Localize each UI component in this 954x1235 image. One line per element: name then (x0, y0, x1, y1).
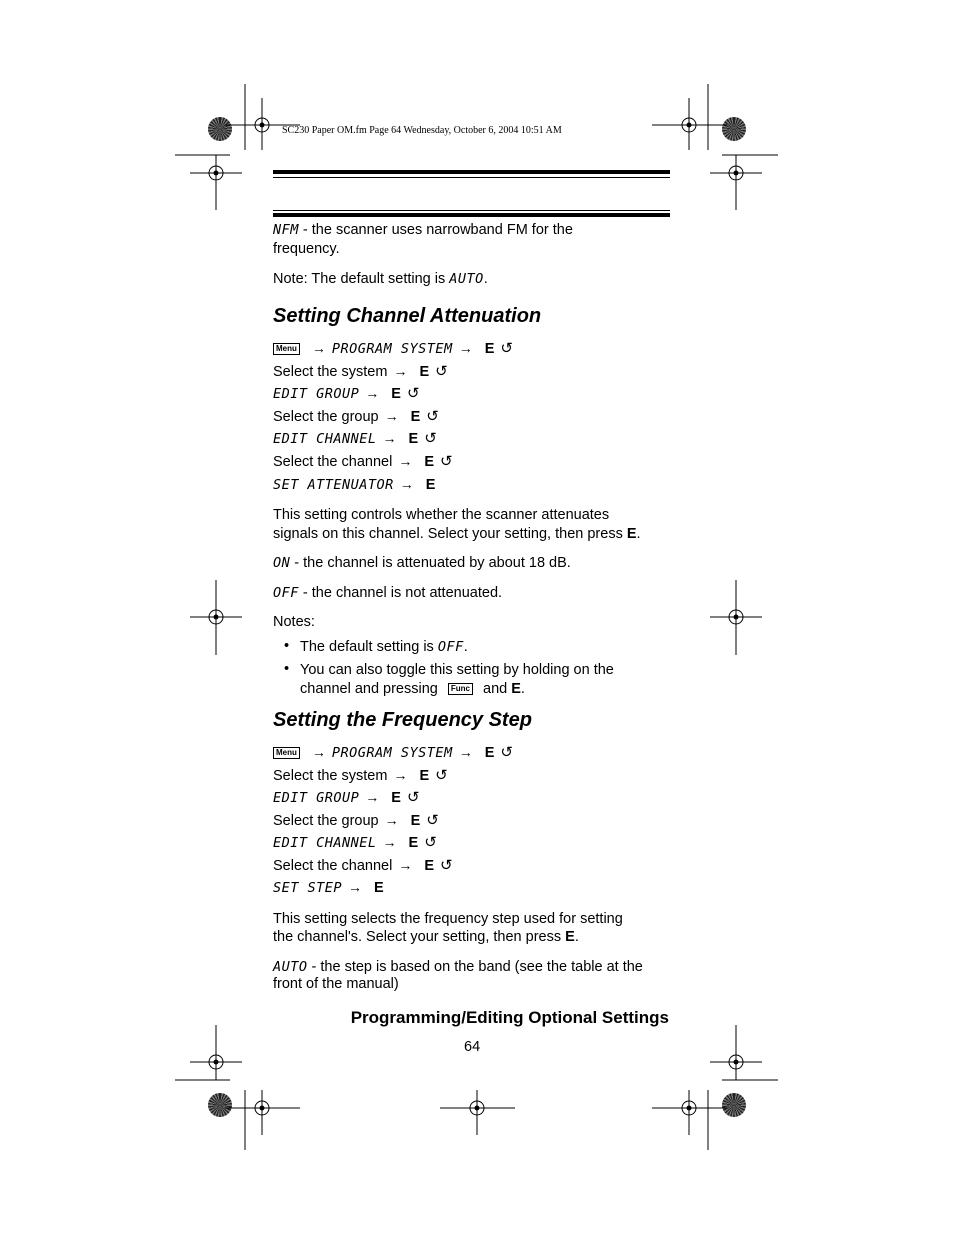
step-select-group: Select the group → E ↺ (273, 408, 439, 425)
auto-option: AUTO - the step is based on the band (see the table at the (273, 959, 643, 975)
note-toggle-2: channel and pressing Func and E. (300, 681, 525, 697)
step-edit-group: EDIT GROUP → E ↺ (273, 385, 420, 402)
func-key-icon: Func (448, 683, 473, 695)
step2-select-system: Select the system → E ↺ (273, 767, 448, 784)
rotate-icon: ↺ (424, 834, 437, 851)
rotate-icon: ↺ (406, 789, 420, 806)
off-option: OFF - the channel is not attenuated. (273, 585, 503, 601)
step2-edit-channel: EDIT CHANNEL → E ↺ (273, 834, 437, 851)
step-menu-program-system: Menu → PROGRAM SYSTEM → E ↺ (273, 339, 513, 359)
on-option: ON - the channel is attenuated by about 18 dB. (273, 555, 571, 571)
arrow-icon: → (348, 879, 363, 895)
default-note: Note: The default setting is AUTO. (273, 271, 488, 287)
step-set-attenuator: SET ATTENUATOR → E (273, 476, 436, 493)
page-number: 64 (464, 1039, 481, 1055)
step-select-channel: Select the channel → E ↺ (273, 453, 453, 470)
rotate-icon: ↺ (439, 857, 453, 874)
menu-key-icon: Menu (273, 747, 300, 759)
step-description: This setting selects the frequency step used for setting (273, 911, 623, 927)
rotate-icon: ↺ (500, 340, 513, 357)
notes-label: Notes: (273, 614, 315, 630)
menu-key-icon: Menu (273, 343, 300, 355)
arrow-icon: → (399, 476, 414, 492)
rotate-icon: ↺ (406, 385, 420, 402)
nfm-line-2: frequency. (273, 241, 340, 257)
top-rule-thin (273, 177, 670, 178)
footer-section-title: Programming/Editing Optional Settings (350, 1008, 669, 1027)
section-title-frequency-step: Setting the Frequency Step (273, 709, 532, 731)
arrow-icon: → (398, 857, 413, 873)
attenuation-description: This setting controls whether the scanner attenuates (273, 507, 610, 523)
arrow-icon: → (458, 744, 473, 760)
arrow-icon: → (382, 834, 397, 850)
note-default-off: The default setting is OFF. (300, 639, 468, 655)
nfm-code: NFM (273, 222, 299, 238)
rotate-icon: ↺ (500, 744, 513, 761)
step2-menu-program-system: Menu → PROGRAM SYSTEM → E ↺ (273, 743, 513, 763)
arrow-icon: → (384, 408, 399, 424)
arrow-icon: → (365, 789, 380, 805)
arrow-icon: → (365, 385, 380, 401)
section-title-attenuation: Setting Channel Attenuation (273, 305, 542, 327)
step2-select-channel: Select the channel → E ↺ (273, 857, 453, 874)
rotate-icon: ↺ (435, 767, 448, 784)
arrow-icon: → (398, 453, 413, 469)
rotate-icon: ↺ (426, 408, 439, 425)
step-edit-channel: EDIT CHANNEL → E ↺ (273, 430, 437, 447)
rotate-icon: ↺ (435, 363, 448, 380)
arrow-icon: → (311, 744, 326, 760)
step-select-system: Select the system → E ↺ (273, 363, 448, 380)
arrow-icon: → (382, 430, 397, 446)
arrow-icon: → (384, 812, 399, 828)
bullet-icon: • (284, 661, 290, 677)
rotate-icon: ↺ (426, 812, 439, 829)
section-rule-thick (273, 213, 670, 217)
rotate-icon: ↺ (439, 453, 453, 470)
bullet-icon: • (284, 638, 290, 654)
note-toggle: You can also toggle this setting by holding on the (300, 662, 614, 678)
arrow-icon: → (393, 767, 408, 783)
step2-edit-group: EDIT GROUP → E ↺ (273, 789, 420, 806)
attenuation-description-2: signals on this channel. Select your setting, then press E. (273, 526, 641, 542)
nfm-line: NFM - the scanner uses narrowband FM for the (273, 222, 573, 238)
arrow-icon: → (458, 340, 473, 356)
auto-option-2: front of the manual) (273, 976, 399, 992)
step-description-2: the channel's. Select your setting, then press E. (273, 929, 579, 945)
rotate-icon: ↺ (424, 430, 437, 447)
arrow-icon: → (311, 340, 326, 356)
print-header: SC230 Paper OM.fm Page 64 Wednesday, October 6, 2004 10:51 AM (282, 125, 562, 136)
top-rule-thick (273, 170, 670, 174)
step2-set-step: SET STEP → E (273, 879, 384, 896)
section-rule-thin (273, 210, 670, 211)
step2-select-group: Select the group → E ↺ (273, 812, 439, 829)
arrow-icon: → (393, 363, 408, 379)
